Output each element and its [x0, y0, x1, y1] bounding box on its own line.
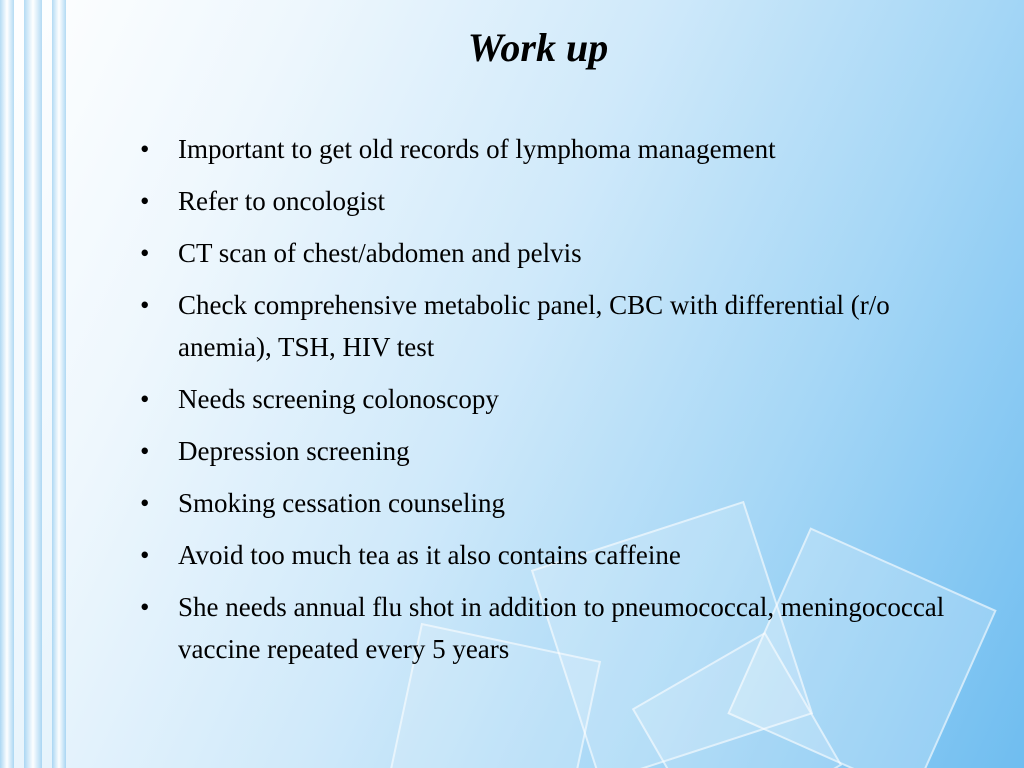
- bullet-dot: •: [140, 238, 150, 268]
- bullet-item: [140, 378, 960, 420]
- bullet-list: [140, 128, 960, 680]
- bullet-text: Avoid too much tea as it also contains caffeine: [178, 540, 681, 570]
- bullet-dot: •: [140, 290, 150, 320]
- bullet-text: CT scan of chest/abdomen and pelvis: [178, 238, 582, 268]
- bullet-item: [140, 430, 960, 472]
- bullet-dot: •: [140, 186, 150, 216]
- bullet-text: She needs annual flu shot in addition to pneumococcal, meningococcal vaccine repeated every 5 years: [178, 592, 945, 664]
- bullet-item: [140, 180, 960, 222]
- slide-title: Work up: [467, 25, 609, 70]
- bullet-dot: •: [140, 592, 150, 622]
- bullet-item: [140, 534, 960, 576]
- bullet-dot: •: [140, 540, 150, 570]
- bullet-item: [140, 232, 960, 274]
- bullet-dot: •: [140, 488, 150, 518]
- bullet-item: [140, 482, 960, 524]
- bullet-dot: •: [140, 436, 150, 466]
- bullet-text: Refer to oncologist: [178, 186, 385, 216]
- bullet-dot: •: [140, 384, 150, 414]
- bullet-text: Depression screening: [178, 436, 410, 466]
- bullet-item: [140, 128, 960, 170]
- bullet-text: Important to get old records of lymphoma management: [178, 134, 776, 164]
- bullet-text: Needs screening colonoscopy: [178, 384, 499, 414]
- bullet-item: [140, 586, 960, 670]
- decorative-stripe: [0, 0, 14, 768]
- bullet-item: [140, 284, 960, 368]
- decorative-stripe: [24, 0, 42, 768]
- bullet-text: Check comprehensive metabolic panel, CBC with differential (r/o anemia), TSH, HIV test: [178, 290, 890, 362]
- bullet-text: Smoking cessation counseling: [178, 488, 505, 518]
- decorative-stripe: [52, 0, 66, 768]
- bullet-dot: •: [140, 134, 150, 164]
